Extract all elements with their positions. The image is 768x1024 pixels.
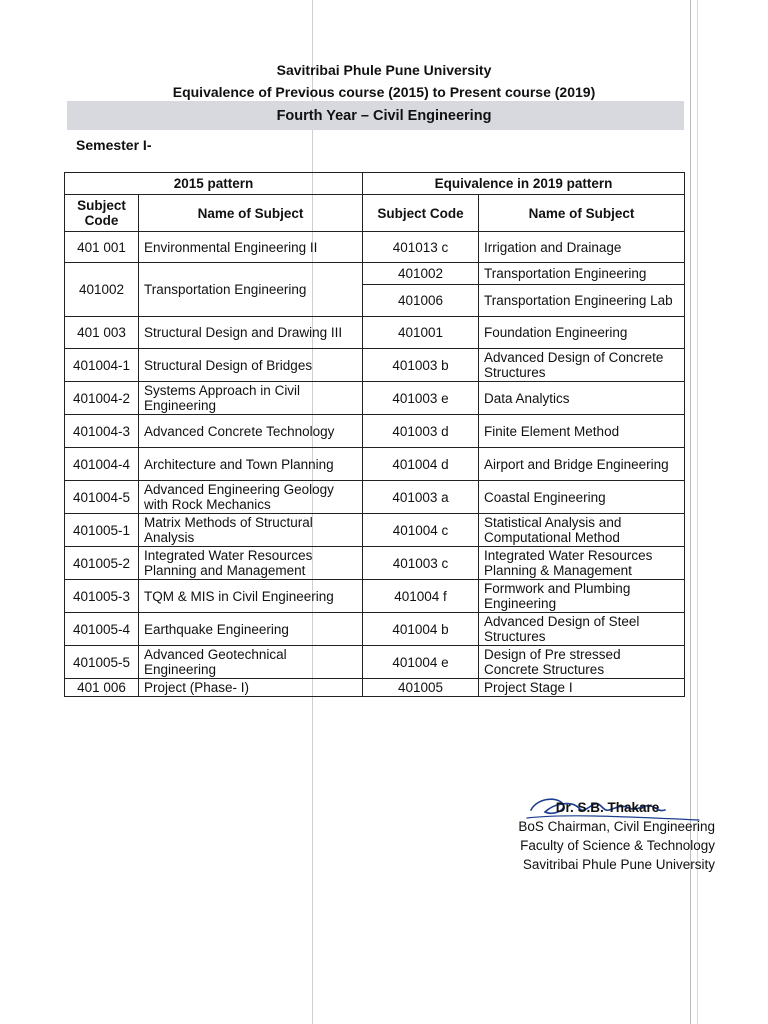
name-2019: Coastal Engineering xyxy=(479,481,685,514)
name-2015: Advanced Geotechnical Engineering xyxy=(139,646,363,679)
col-name-2019: Name of Subject xyxy=(479,195,685,232)
code-2015: 401005-4 xyxy=(65,613,139,646)
code-2019: 401004 b xyxy=(363,613,479,646)
code-2015: 401005-3 xyxy=(65,580,139,613)
signatory-block xyxy=(470,798,715,874)
code-2019: 401004 c xyxy=(363,514,479,547)
code-2019: 401004 d xyxy=(363,448,479,481)
code-2015: 401004-4 xyxy=(65,448,139,481)
table-row xyxy=(65,646,685,679)
table-row xyxy=(65,317,685,349)
code-2019: 401002 xyxy=(363,263,479,285)
name-2019: Transportation Engineering Lab xyxy=(479,285,685,317)
equivalence-table xyxy=(64,172,685,697)
code-2015: 401 006 xyxy=(65,679,139,697)
name-2019: Integrated Water Resources Planning & Management xyxy=(479,547,685,580)
code-2019: 401003 e xyxy=(363,382,479,415)
table-row xyxy=(65,263,685,285)
table-row xyxy=(65,382,685,415)
name-2015: Architecture and Town Planning xyxy=(139,448,363,481)
name-2019: Statistical Analysis and Computational Method xyxy=(479,514,685,547)
name-2019: Irrigation and Drainage xyxy=(479,232,685,263)
name-2019: Design of Pre stressed Concrete Structures xyxy=(479,646,685,679)
code-2019: 401004 f xyxy=(363,580,479,613)
name-2015: Structural Design of Bridges xyxy=(139,349,363,382)
table-row xyxy=(65,481,685,514)
name-2019: Transportation Engineering xyxy=(479,263,685,285)
name-2015: TQM & MIS in Civil Engineering xyxy=(139,580,363,613)
table-row xyxy=(65,448,685,481)
code-2019: 401006 xyxy=(363,285,479,317)
code-2019: 401004 e xyxy=(363,646,479,679)
code-2015: 401004-3 xyxy=(65,415,139,448)
name-2019: Foundation Engineering xyxy=(479,317,685,349)
table-row xyxy=(65,580,685,613)
signatory-university: Savitribai Phule Pune University xyxy=(522,857,715,872)
code-2019: 401013 c xyxy=(363,232,479,263)
signatory-role: BoS Chairman, Civil Engineering xyxy=(518,819,715,834)
code-2015: 401005-5 xyxy=(65,646,139,679)
table-column-header xyxy=(65,195,685,232)
table-row xyxy=(65,232,685,263)
header-2015-pattern: 2015 pattern xyxy=(65,173,363,195)
name-2015: Matrix Methods of Structural Analysis xyxy=(139,514,363,547)
code-2015: 401004-5 xyxy=(65,481,139,514)
document-subtitle: Equivalence of Previous course (2015) to Present course (2019) xyxy=(172,84,596,100)
table-row xyxy=(65,679,685,697)
signatory-faculty: Faculty of Science & Technology xyxy=(520,838,715,853)
code-2015: 401004-2 xyxy=(65,382,139,415)
name-2019: Advanced Design of Concrete Structures xyxy=(479,349,685,382)
code-2019: 401003 d xyxy=(363,415,479,448)
code-2019: 401003 b xyxy=(363,349,479,382)
signatory-name: Dr. S.B. Thakare xyxy=(555,800,660,815)
name-2015: Earthquake Engineering xyxy=(139,613,363,646)
name-2015: Environmental Engineering II xyxy=(139,232,363,263)
name-2015: Transportation Engineering xyxy=(139,263,363,317)
name-2015: Structural Design and Drawing III xyxy=(139,317,363,349)
table-row xyxy=(65,547,685,580)
name-2019: Finite Element Method xyxy=(479,415,685,448)
code-2015: 401 001 xyxy=(65,232,139,263)
program-title: Fourth Year – Civil Engineering xyxy=(276,108,492,124)
col-subject-code-2015: Subject Code xyxy=(65,195,139,232)
code-2019: 401001 xyxy=(363,317,479,349)
code-2015: 401005-2 xyxy=(65,547,139,580)
name-2019: Advanced Design of Steel Structures xyxy=(479,613,685,646)
name-2019: Project Stage I xyxy=(479,679,685,697)
header-2019-pattern: Equivalence in 2019 pattern xyxy=(363,173,685,195)
code-2015: 401005-1 xyxy=(65,514,139,547)
name-2019: Airport and Bridge Engineering xyxy=(479,448,685,481)
code-2019: 401003 c xyxy=(363,547,479,580)
code-2015: 401004-1 xyxy=(65,349,139,382)
university-title: Savitribai Phule Pune University xyxy=(276,62,492,78)
table-row xyxy=(65,415,685,448)
semester-label: Semester I- xyxy=(76,137,152,153)
name-2019: Data Analytics xyxy=(479,382,685,415)
table-group-header xyxy=(65,173,685,195)
name-2015: Advanced Engineering Geology with Rock Mechanics xyxy=(139,481,363,514)
code-2019: 401003 a xyxy=(363,481,479,514)
table-row xyxy=(65,349,685,382)
col-subject-code-2019: Subject Code xyxy=(363,195,479,232)
table-row xyxy=(65,613,685,646)
name-2015: Systems Approach in Civil Engineering xyxy=(139,382,363,415)
col-name-2015: Name of Subject xyxy=(139,195,363,232)
code-2019: 401005 xyxy=(363,679,479,697)
code-2015: 401 003 xyxy=(65,317,139,349)
name-2015: Project (Phase- I) xyxy=(139,679,363,697)
table-row xyxy=(65,514,685,547)
name-2015: Integrated Water Resources Planning and Management xyxy=(139,547,363,580)
code-2015: 401002 xyxy=(65,263,139,317)
name-2019: Formwork and Plumbing Engineering xyxy=(479,580,685,613)
name-2015: Advanced Concrete Technology xyxy=(139,415,363,448)
